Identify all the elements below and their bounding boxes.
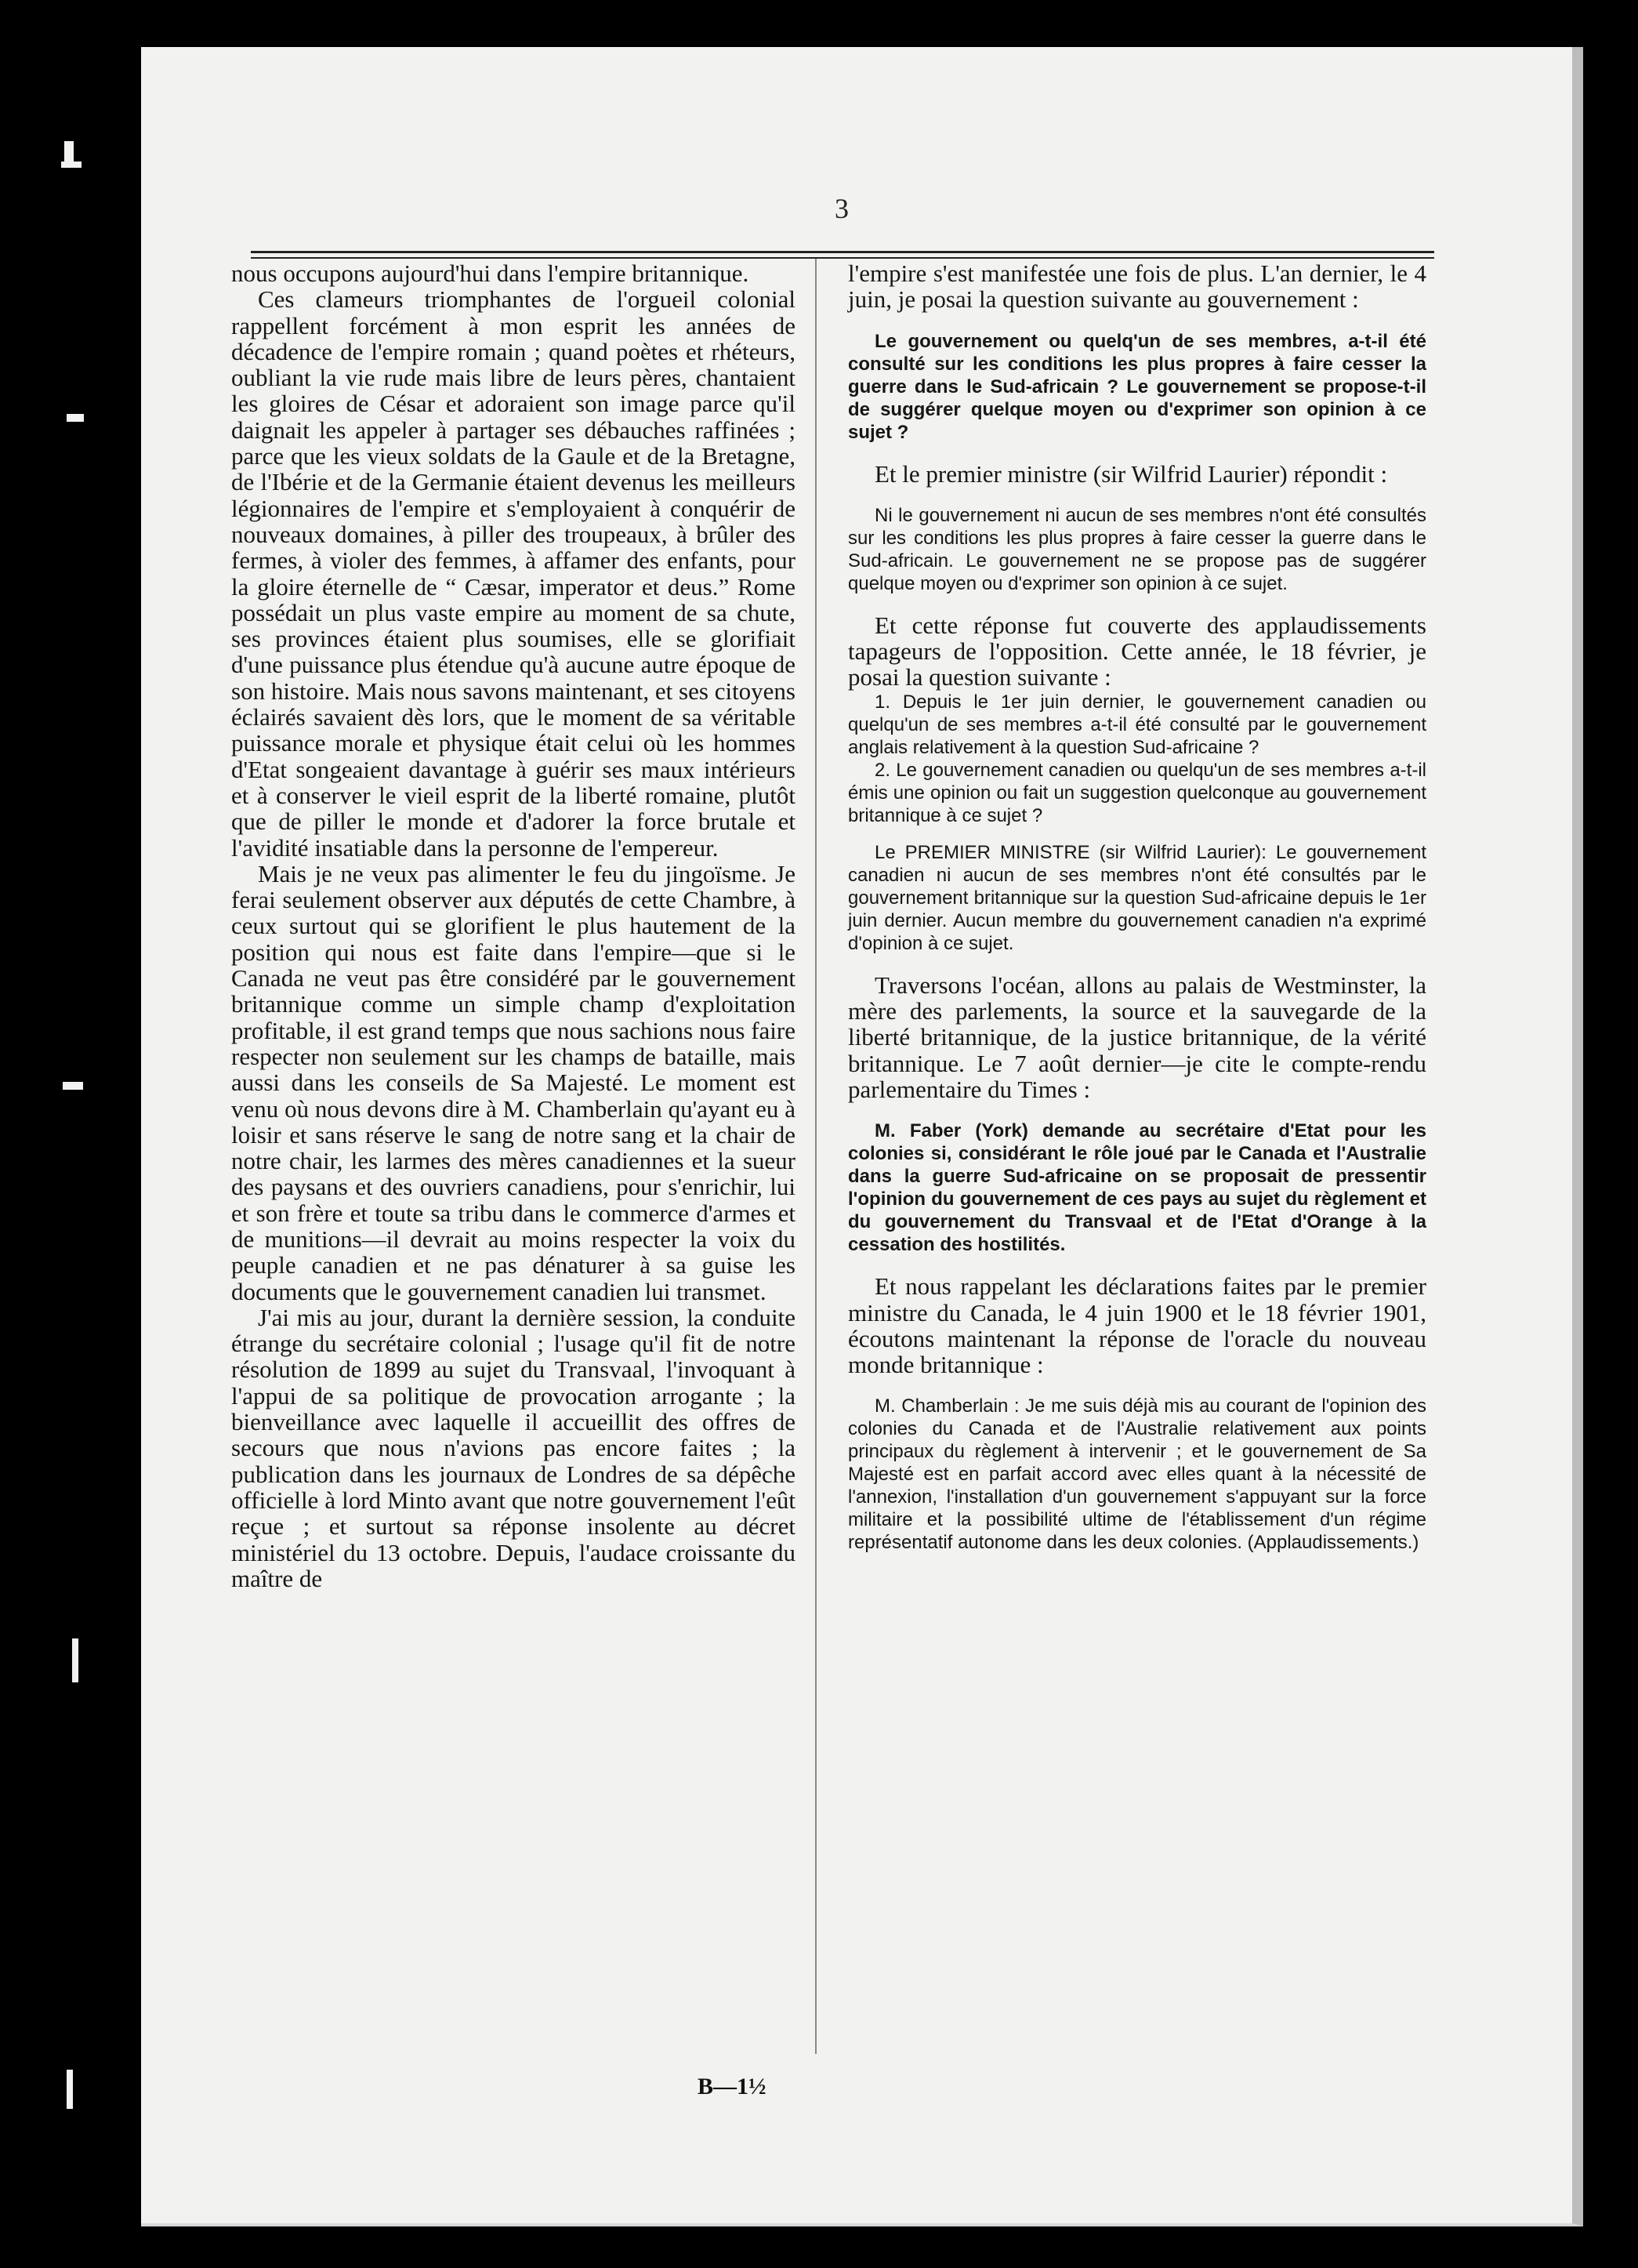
left-margin-mark — [67, 414, 84, 422]
quoted-question: Le gouvernement ou quelq'un de ses membres, a-t-il été consulté sur les conditions les plus propres à faire cesser la guerre dans le Sud-africain ? Le gouvernement se propose-t-il de suggérer quelque moyen ou d'exprimer son opinion à ce sujet ? — [848, 330, 1426, 443]
left-margin-mark — [63, 1082, 83, 1090]
left-margin-mark — [67, 2070, 73, 2109]
signature-mark: B—1½ — [698, 2074, 766, 2099]
right-column — [848, 260, 1426, 1571]
paragraph: nous occupons aujourd'hui dans l'empire britannique. — [231, 259, 749, 287]
paragraph: Et nous rappelant les déclarations faites par le premier ministre du Canada, le 4 juin 1900 et le 18 février 1901, écoutons maintenant la réponse de l'oracle du nouveau monde britannique : — [848, 1272, 1426, 1379]
header-rule — [251, 251, 1434, 253]
left-margin-mark — [64, 141, 74, 163]
left-column — [231, 260, 795, 1591]
quoted-answer: Le PREMIER MINISTRE (sir Wilfrid Laurier): Le gouvernement canadien ni aucun de ses membres n'ont été consultés par le gouvernement britannique sur la question Sud-africaine depuis le 1er juin dernier. Aucun membre du gouvernement canadien n'a exprimé d'opinion à ce sujet. — [848, 841, 1426, 954]
column-separator — [815, 259, 817, 2054]
left-margin-mark — [61, 161, 82, 168]
paragraph: Ces clameurs triomphantes de l'orgueil colonial rappellent forcément à mon esprit les années de décadence de l'empire romain ; quand poètes et rhéteurs, oubliant la vie rude mais libre de leurs pères, chantaient les gloires de César et adoraient son image parce qu'il daignait les appeler à partager ses débauches raffinées ; parce que les vieux soldats de la Gaule et de la Bretagne, de l'Ibérie et de la Germanie étaient devenus les meilleurs légionnaires de l'empire et s'employaient à conquérir de nouveaux domaines, à piller des troupeaux, à brûler des fermes, à violer des femmes, à affamer des enfants, pour la gloire éternelle de “ Cæsar, imperator et deus.” Rome possédait un plus vaste empire au moment de sa chute, ses provinces étaient plus soumises, elle se glorifiait d'une puissance plus étendue qu'à aucune autre époque de son histoire. Mais nous savons maintenant, et ses citoyens éclairés savaient dès lors, que le moment de sa véritable puissance morale et physique était celui où les hommes d'Etat songeaient davantage à guérir ses maux intérieurs et à conserver le vieil esprit de la liberté romaine, plutôt que de piller le monde et d'adorer la force brutale et l'avidité insatiable dans la personne de l'empereur. — [231, 285, 795, 862]
quoted-answer: M. Chamberlain : Je me suis déjà mis au courant de l'opinion des colonies du Canada et de l'Australie relativement aux points principaux du règlement à intervenir ; et le gouvernement de Sa Majesté est en parfait accord avec elles quant à la nécessité de l'annexion, l'installation d'un gouvernement s'appuyant sur la force militaire et la possibilité ultime de l'établissement d'un régime représentatif autonome dans les deux colonies. (Applaudissements.) — [848, 1395, 1426, 1554]
paragraph: Et le premier ministre (sir Wilfrid Laurier) répondit : — [875, 459, 1388, 488]
document-page — [141, 47, 1583, 2226]
paragraph: l'empire s'est manifestée une fois de plus. L'an dernier, le 4 juin, je posai la question suivante au gouvernement : — [848, 259, 1426, 314]
quoted-question: 1. Depuis le 1er juin dernier, le gouvernement canadien ou quelqu'un de ses membres a-t-il été consulté par le gouvernement anglais relativement à la question Sud-africaine ? — [848, 691, 1426, 758]
page-number: 3 — [835, 193, 849, 224]
paragraph: Traversons l'océan, allons au palais de Westminster, la mère des parlements, la source et la sauvegarde de la liberté britannique, de la justice britannique, de la vérité britannique. Le 7 août dernier—je cite le compte-rendu parlementaire du Times : — [848, 971, 1426, 1103]
quoted-question: M. Faber (York) demande au secrétaire d'Etat pour les colonies si, considérant le rôle joué par le Canada et l'Australie dans la guerre Sud-africaine on se proposait de pressentir l'opinion du gouvernement de ces pays au sujet du règlement et du gouvernement du Transvaal et de l'Etat d'Orange à la cessation des hostilités. — [848, 1120, 1426, 1256]
paragraph: Mais je ne veux pas alimenter le feu du jingoïsme. Je ferai seulement observer aux députés de cette Chambre, à ceux surtout qui se glorifient le plus hautement de la position qui nous est faite dans l'empire—que si le Canada ne veut pas être considéré par le gouvernement britannique comme un simple champ d'exploitation profitable, il est grand temps que nous sachions nous faire respecter non seulement sur les champs de bataille, mais aussi dans les conseils de Sa Majesté. Le moment est venu où nous devons dire à M. Chamberlain qu'ayant eu à loisir et sans réserve le sang de notre sang et la chair de notre chair, les larmes des mères canadiennes et la sueur des paysans et des ouvriers canadiens, pour s'enrichir, lui et son frère et toute sa tribu dans le commerce d'armes et de munitions—il devrait au moins respecter la voix du peuple canadien et ne pas dénaturer à sa guise les documents que le gouvernement canadien lui transmet. — [231, 859, 795, 1305]
quoted-question: 2. Le gouvernement canadien ou quelqu'un de ses membres a-t-il émis une opinion ou fait un suggestion quelconque au gouvernement britannique à ce sujet ? — [848, 759, 1426, 826]
paragraph: J'ai mis au jour, durant la dernière session, la conduite étrange du secrétaire colonial ; l'usage qu'il fit de notre résolution de 1899 au sujet du Transvaal, l'invoquant à l'appui de sa politique de provocation arrogante ; la bienveillance avec laquelle il accueillit des offres de secours que nous n'avions pas encore faites ; la publication dans les journaux de Londres de sa dépêche officielle à lord Minto avant que notre gouvernement l'eût reçue ; et surtout sa réponse insolente au décret ministériel du 13 octobre. Depuis, l'audace croissante du maître de — [231, 1303, 795, 1592]
left-margin-mark — [72, 1638, 78, 1682]
paragraph: Et cette réponse fut couverte des applaudissements tapageurs de l'opposition. Cette année, le 18 février, je posai la question suivante : — [848, 611, 1426, 691]
quoted-answer: Ni le gouvernement ni aucun de ses membres n'ont été consultés sur les conditions les plus propres à faire cesser la guerre dans le Sud-africain. Le gouvernement ne se propose pas de suggérer quelque moyen ou d'exprimer son opinion à ce sujet. — [848, 504, 1426, 594]
header-rule — [251, 257, 1434, 259]
